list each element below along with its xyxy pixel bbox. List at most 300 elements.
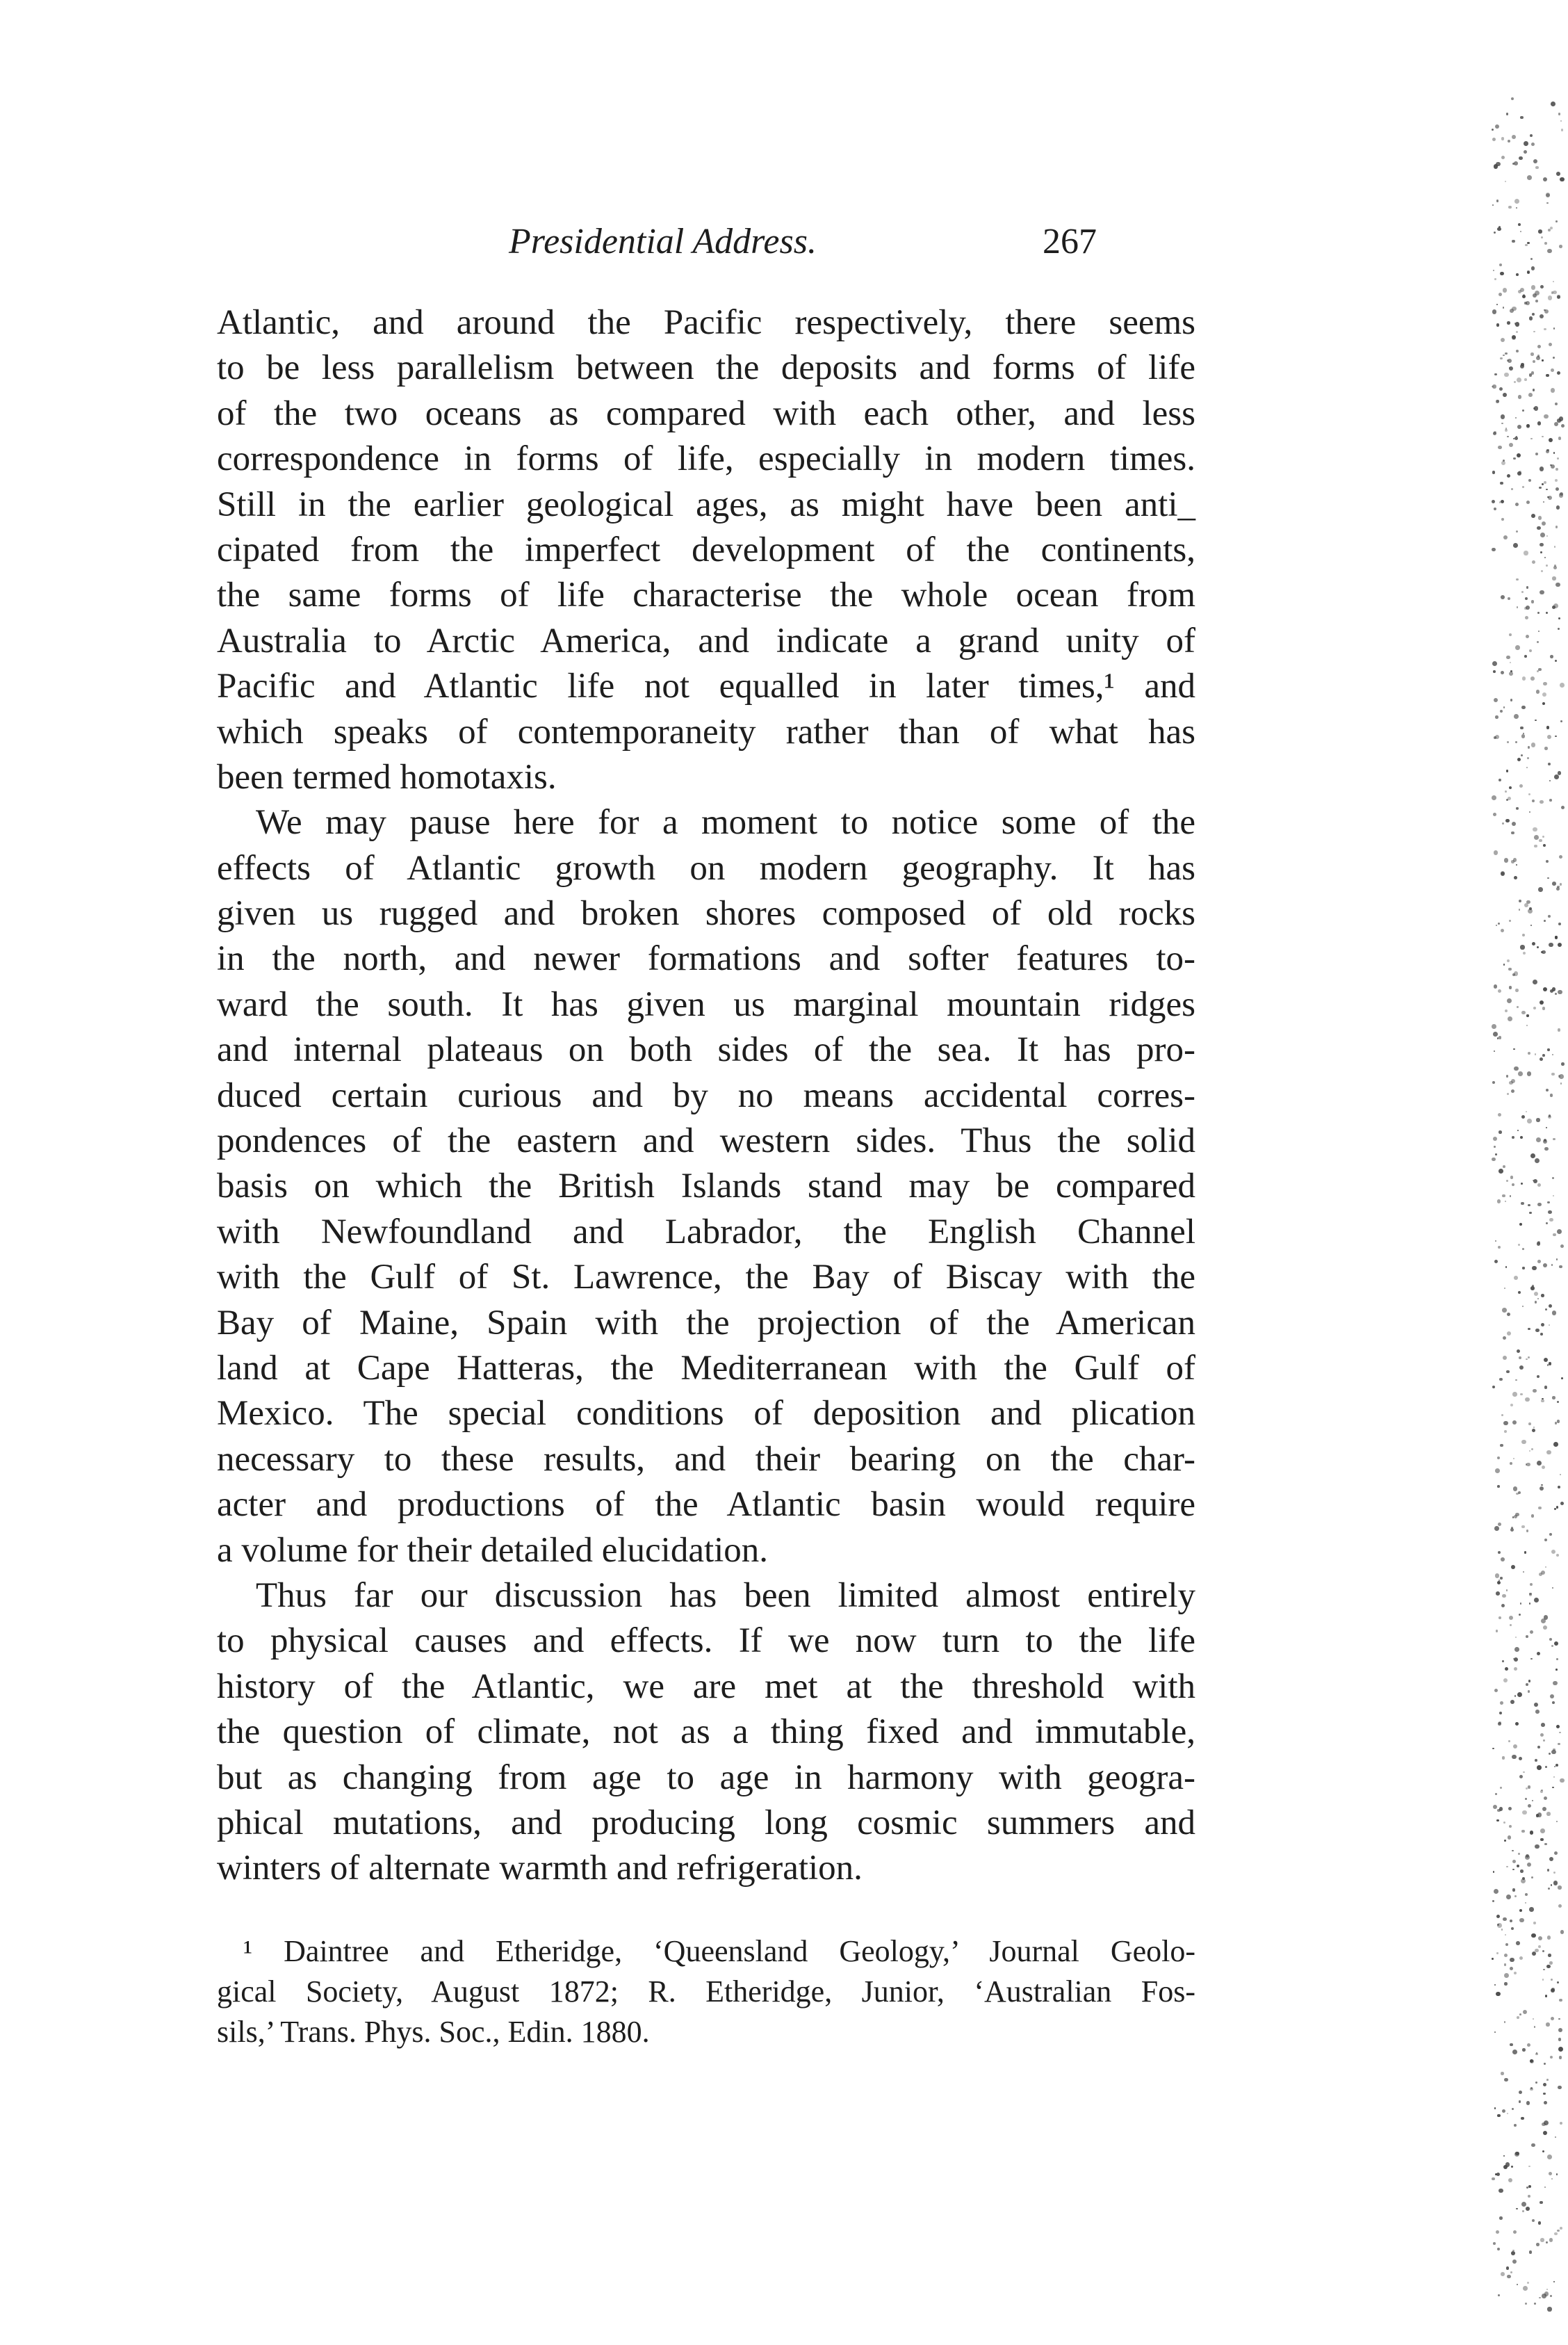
scan-speck: [1515, 1379, 1517, 1381]
scan-speck: [1543, 1139, 1547, 1144]
scan-speck: [1553, 291, 1557, 295]
scan-speck: [1560, 1244, 1564, 1248]
scan-speck: [1521, 1525, 1525, 1529]
scan-speck: [1544, 481, 1546, 484]
scan-speck: [1521, 1115, 1525, 1119]
body-text: [217, 300, 1195, 1892]
scan-speck: [1517, 2284, 1518, 2285]
scan-speck: [1548, 1954, 1551, 1957]
scan-speck: [1492, 500, 1495, 503]
scan-speck: [1549, 2238, 1553, 2242]
scan-speck: [1496, 2230, 1500, 2234]
scan-speck: [1495, 1793, 1497, 1795]
scan-speck: [1541, 951, 1543, 953]
scan-speck: [1499, 1712, 1502, 1714]
scan-speck: [1503, 2165, 1508, 2169]
scan-speck: [1494, 1526, 1499, 1531]
scan-speck: [1512, 335, 1516, 339]
scan-speck: [1527, 270, 1530, 273]
scan-speck: [1501, 2072, 1504, 2075]
scan-speck: [1561, 1377, 1563, 1379]
scan-speck: [1511, 1565, 1515, 1569]
scan-speck: [1536, 2243, 1540, 2246]
scan-speck: [1548, 295, 1552, 300]
scan-speck: [1497, 1485, 1500, 1488]
scan-speck: [1534, 1292, 1538, 1296]
scan-speck: [1549, 799, 1552, 802]
scan-speck: [1495, 124, 1499, 129]
scan-speck: [1516, 350, 1519, 352]
running-head: [209, 221, 1182, 277]
scan-speck: [1498, 2294, 1500, 2296]
scan-speck: [1547, 2307, 1551, 2311]
scan-speck: [1526, 1529, 1528, 1532]
scan-speck: [1546, 2289, 1548, 2290]
scan-speck: [1497, 227, 1501, 232]
scan-speck: [1504, 1963, 1506, 1965]
scan-speck: [1506, 1866, 1508, 1867]
scan-speck: [1493, 432, 1496, 435]
scan-speck: [1544, 2120, 1549, 2125]
scan-speck: [1540, 2201, 1543, 2205]
scan-speck: [1526, 900, 1530, 904]
scan-speck: [1519, 1775, 1523, 1778]
scan-speck: [1538, 516, 1542, 520]
scan-speck: [1545, 1766, 1547, 1768]
scan-speck: [1500, 1787, 1501, 1788]
scan-speck: [1505, 1934, 1506, 1936]
scan-speck: [1494, 164, 1498, 168]
scan-speck: [1497, 2248, 1500, 2250]
scan-speck: [1510, 1176, 1514, 1179]
scan-speck: [1493, 270, 1494, 271]
scan-speck: [1546, 612, 1548, 614]
scan-speck: [1531, 600, 1535, 603]
scan-speck: [1542, 1807, 1546, 1811]
scan-speck: [1518, 223, 1521, 226]
scan-speck: [1548, 229, 1551, 232]
scan-speck: [1540, 543, 1544, 547]
scan-speck: [1540, 1838, 1543, 1841]
scan-speck: [1524, 302, 1526, 304]
scan-speck: [1526, 1463, 1530, 1466]
scan-speck: [1501, 500, 1504, 503]
scan-speck: [1556, 2173, 1558, 2175]
scan-speck: [1542, 702, 1545, 705]
scan-speck: [1555, 2136, 1556, 2138]
scan-speck: [1511, 97, 1514, 100]
scan-speck: [1542, 483, 1544, 485]
scan-speck: [1537, 946, 1539, 948]
scan-speck: [1499, 263, 1503, 267]
scan-speck: [1542, 436, 1544, 438]
scan-speck: [1560, 2122, 1562, 2125]
scan-speck: [1537, 1652, 1540, 1655]
scan-speck: [1514, 1895, 1517, 1897]
scan-speck: [1494, 698, 1498, 702]
scan-speck: [1533, 1389, 1536, 1393]
scan-speck: [1526, 606, 1530, 610]
scan-speck: [1513, 1658, 1514, 1660]
scan-speck: [1529, 811, 1530, 813]
scan-speck: [1509, 672, 1513, 676]
scan-speck: [1496, 162, 1501, 167]
text-line: winters of alternate warmth and refrigeration.: [217, 1849, 863, 1888]
scan-speck: [1529, 316, 1533, 320]
scan-speck: [1550, 1094, 1553, 1096]
scan-speck: [1549, 438, 1553, 442]
scan-speck: [1510, 2271, 1512, 2273]
scan-speck: [1531, 2143, 1535, 2147]
scan-speck: [1531, 1933, 1535, 1938]
scan-speck: [1503, 1678, 1508, 1682]
text-line: to physical causes and effects. If we now turn to the life: [217, 1621, 1195, 1661]
scan-speck: [1533, 1427, 1535, 1428]
scan-speck: [1528, 393, 1533, 397]
scan-speck: [1543, 1969, 1545, 1971]
scan-speck: [1522, 2210, 1524, 2212]
scan-speck: [1511, 2166, 1513, 2168]
scan-speck: [1508, 797, 1511, 800]
scan-speck: [1510, 1462, 1512, 1465]
scan-speck: [1546, 726, 1550, 729]
scan-speck: [1553, 1138, 1555, 1140]
scan-speck: [1549, 1857, 1553, 1861]
scan-speck: [1498, 989, 1501, 993]
scan-speck: [1544, 1539, 1548, 1542]
scan-speck: [1501, 1604, 1505, 1607]
scan-speck: [1501, 414, 1505, 419]
scan-speck: [1559, 245, 1562, 248]
scan-speck: [1514, 1276, 1518, 1280]
scan-speck: [1512, 2050, 1517, 2054]
scan-speck: [1492, 384, 1496, 389]
scan-speck: [1519, 1757, 1522, 1760]
scan-speck: [1494, 2031, 1496, 2033]
scan-speck: [1551, 1750, 1556, 1755]
scan-speck: [1524, 903, 1528, 907]
scan-speck: [1492, 1748, 1494, 1750]
scan-speck: [1514, 437, 1518, 440]
scan-speck: [1529, 1212, 1531, 1214]
scan-speck: [1526, 1025, 1528, 1027]
scan-speck: [1559, 416, 1563, 421]
scan-speck: [1505, 1009, 1508, 1012]
scan-speck: [1542, 359, 1544, 362]
scan-speck: [1498, 923, 1500, 925]
scan-speck: [1560, 883, 1562, 886]
text-line: to be less parallelism between the deposits and forms of life: [217, 348, 1195, 388]
scan-speck: [1535, 1158, 1540, 1163]
scan-speck: [1533, 1179, 1537, 1183]
scan-speck: [1544, 328, 1546, 330]
scan-speck: [1541, 1723, 1545, 1727]
scan-speck: [1530, 1286, 1535, 1290]
scan-speck: [1522, 1267, 1524, 1269]
scan-speck: [1535, 1844, 1540, 1849]
scan-speck: [1538, 1936, 1542, 1940]
scan-speck: [1523, 2010, 1528, 2015]
scan-speck: [1560, 1502, 1564, 1505]
scan-speck: [1497, 1199, 1501, 1203]
scan-speck: [1506, 656, 1510, 659]
scan-speck: [1501, 595, 1505, 599]
scan-speck: [1557, 419, 1560, 422]
scan-speck: [1513, 1458, 1514, 1459]
scan-speck: [1500, 357, 1502, 359]
scan-speck: [1554, 1851, 1558, 1855]
scan-speck: [1512, 2259, 1517, 2264]
scan-speck: [1538, 1507, 1541, 1509]
scan-speck: [1556, 887, 1560, 891]
scan-speck: [1522, 409, 1524, 412]
scan-speck: [1545, 1995, 1547, 1997]
scan-speck: [1496, 304, 1498, 305]
scan-speck: [1512, 1850, 1513, 1851]
scan-speck: [1494, 850, 1498, 855]
scan-speck: [1503, 1917, 1506, 1921]
scan-speck: [1544, 2063, 1545, 2064]
scan-speck: [1558, 1885, 1562, 1890]
scan-speck: [1540, 1000, 1544, 1005]
scan-speck: [1500, 272, 1503, 275]
scan-speck: [1555, 526, 1558, 528]
scan-speck: [1512, 163, 1514, 165]
scan-speck: [1550, 989, 1553, 993]
text-line: Atlantic, and around the Pacific respectively, there seems: [217, 303, 1195, 342]
scan-speck: [1503, 460, 1505, 462]
scan-speck: [1553, 357, 1555, 359]
scan-speck: [1548, 915, 1551, 918]
scan-speck: [1555, 403, 1558, 405]
scan-speck: [1553, 281, 1554, 282]
scan-speck: [1540, 1486, 1544, 1491]
scan-speck: [1556, 1506, 1558, 1508]
scan-speck: [1505, 1201, 1506, 1202]
scan-speck: [1515, 741, 1517, 743]
scan-speck: [1560, 492, 1563, 496]
scan-speck: [1494, 508, 1496, 510]
scan-speck: [1528, 2195, 1530, 2198]
scan-speck: [1501, 518, 1504, 521]
scan-speck: [1521, 2202, 1526, 2207]
scan-speck: [1544, 1358, 1548, 1362]
scan-speck: [1512, 973, 1516, 977]
scan-speck: [1514, 876, 1517, 879]
scan-speck: [1509, 367, 1510, 368]
scan-speck: [1507, 1331, 1511, 1336]
scan-speck: [1551, 2017, 1554, 2020]
scan-speck: [1498, 1113, 1501, 1117]
scan-speck: [1530, 134, 1533, 137]
scan-speck: [1558, 990, 1562, 994]
scan-speck: [1550, 2056, 1553, 2059]
scan-speck: [1549, 1753, 1551, 1755]
scan-speck: [1527, 1119, 1531, 1123]
scan-speck: [1549, 1362, 1551, 1365]
scan-speck: [1525, 1798, 1527, 1800]
scan-speck: [1555, 1422, 1558, 1425]
scan-speck: [1546, 1089, 1549, 1092]
scan-speck: [1532, 1429, 1535, 1432]
scan-speck: [1557, 886, 1559, 888]
scan-speck: [1507, 2113, 1508, 2114]
scan-speck: [1516, 331, 1518, 333]
scan-speck: [1502, 1756, 1505, 1760]
scan-speck: [1558, 1486, 1560, 1488]
scan-speck: [1531, 1876, 1533, 1879]
scan-speck: [1499, 2216, 1503, 2220]
scan-speck: [1553, 1748, 1555, 1751]
scan-speck: [1492, 2177, 1495, 2181]
scan-speck: [1524, 378, 1527, 381]
scan-speck: [1520, 727, 1524, 730]
scan-speck: [1529, 373, 1532, 376]
scan-speck: [1515, 1513, 1519, 1517]
scan-speck: [1556, 505, 1560, 509]
scan-speck: [1501, 338, 1505, 342]
scan-speck: [1497, 1457, 1500, 1459]
scan-speck: [1542, 2150, 1544, 2152]
scan-speck: [1547, 249, 1552, 254]
scan-speck: [1554, 1766, 1555, 1767]
scan-speck: [1517, 1130, 1519, 1131]
scan-speck: [1510, 1624, 1512, 1626]
scan-speck: [1505, 1667, 1508, 1671]
scan-speck: [1558, 2086, 1561, 2089]
scan-speck: [1537, 1765, 1542, 1770]
scan-speck: [1534, 1703, 1539, 1707]
scan-speck: [1508, 2178, 1512, 2182]
scan-speck: [1505, 2162, 1510, 2167]
scan-speck: [1532, 2219, 1535, 2222]
scan-speck: [1501, 872, 1505, 877]
scan-speck: [1516, 207, 1518, 209]
scan-speck: [1503, 535, 1508, 540]
scan-speck: [1547, 877, 1549, 879]
scan-speck: [1510, 1920, 1512, 1922]
scan-speck: [1505, 790, 1507, 793]
scan-speck: [1546, 860, 1549, 863]
scan-speck: [1542, 521, 1546, 526]
scan-speck: [1507, 436, 1508, 437]
scan-speck: [1518, 395, 1521, 398]
scan-speck: [1516, 807, 1518, 809]
scan-speck: [1492, 795, 1496, 800]
scan-speck: [1546, 374, 1549, 378]
scan-speck: [1530, 2059, 1533, 2063]
footnote-line: gical Society, August 1872; R. Etheridge, Junior, ‘Australian Fos-: [217, 1974, 1195, 2009]
scan-speck: [1506, 1075, 1509, 1078]
scan-speck: [1546, 193, 1550, 197]
scan-speck: [1540, 1828, 1545, 1833]
scan-speck: [1524, 655, 1527, 658]
scan-speck: [1500, 1577, 1502, 1579]
scan-speck: [1543, 1263, 1547, 1267]
scan-speck: [1533, 360, 1535, 363]
scan-speck: [1537, 641, 1539, 643]
scan-speck: [1556, 1258, 1558, 1260]
scan-speck: [1546, 1127, 1547, 1128]
scan-speck: [1518, 1244, 1521, 1247]
scan-speck: [1558, 617, 1560, 619]
scan-speck: [1532, 800, 1535, 802]
scan-speck: [1525, 1397, 1529, 1402]
scan-speck: [1523, 1771, 1525, 1774]
scan-speck: [1537, 526, 1540, 530]
text-line: basis on which the British Islands stand may be compared: [217, 1167, 1195, 1206]
scan-speck: [1560, 120, 1562, 122]
text-line: phical mutations, and producing long cosmic summers and: [217, 1803, 1195, 1842]
scan-speck: [1549, 1114, 1551, 1117]
scan-speck: [1534, 406, 1538, 410]
scan-speck: [1534, 2026, 1535, 2027]
footnotes: [217, 1931, 1195, 2052]
scan-speck: [1548, 1210, 1551, 1214]
scan-speck: [1492, 1024, 1496, 1029]
scan-speck: [1532, 1266, 1536, 1270]
scan-speck: [1526, 586, 1529, 589]
scan-speck: [1546, 1812, 1550, 1815]
scan-speck: [1503, 1356, 1508, 1361]
scan-speck: [1517, 1865, 1520, 1868]
text-line: and internal plateaus on both sides of the sea. It has pro-: [217, 1030, 1195, 1070]
scan-speck: [1526, 1683, 1529, 1687]
scan-speck: [1542, 1007, 1545, 1009]
scan-speck: [1504, 1288, 1505, 1289]
scan-speck: [1559, 855, 1562, 859]
scan-speck: [1544, 2291, 1549, 2296]
scan-speck: [1498, 1616, 1501, 1619]
scan-speck: [1515, 1637, 1517, 1638]
scan-speck: [1526, 2186, 1528, 2189]
scan-speck: [1557, 295, 1560, 299]
scan-speck: [1526, 1358, 1527, 1360]
scan-speck: [1556, 1554, 1559, 1557]
scan-speck: [1504, 373, 1509, 378]
scan-speck: [1552, 987, 1556, 991]
scan-speck: [1492, 138, 1496, 141]
scan-speck: [1511, 1089, 1514, 1093]
scan-speck: [1526, 1787, 1528, 1790]
scan-speck: [1550, 1694, 1554, 1698]
scan-speck: [1512, 336, 1517, 341]
scan-speck: [1508, 1016, 1512, 1021]
scan-speck: [1494, 1050, 1495, 1052]
scan-speck: [1507, 1093, 1509, 1095]
scan-speck: [1514, 971, 1519, 976]
scan-speck: [1532, 313, 1535, 316]
scan-speck: [1536, 1118, 1540, 1121]
scan-speck: [1540, 590, 1544, 594]
scan-speck: [1514, 2152, 1519, 2157]
scan-speck: [1530, 2087, 1533, 2089]
scan-speck: [1526, 301, 1530, 305]
scan-speck: [1554, 774, 1559, 779]
scan-speck: [1548, 496, 1552, 500]
scan-speck: [1557, 295, 1560, 298]
scan-speck: [1557, 457, 1559, 460]
scan-speck: [1558, 628, 1560, 630]
scan-speck: [1530, 925, 1532, 926]
scan-speck: [1533, 1922, 1536, 1924]
scan-speck: [1555, 487, 1559, 491]
scan-speck: [1521, 1011, 1526, 1015]
scan-speck: [1538, 229, 1542, 234]
scan-speck: [1554, 565, 1556, 567]
scan-speck: [1503, 2155, 1505, 2157]
scan-speck: [1524, 141, 1528, 146]
